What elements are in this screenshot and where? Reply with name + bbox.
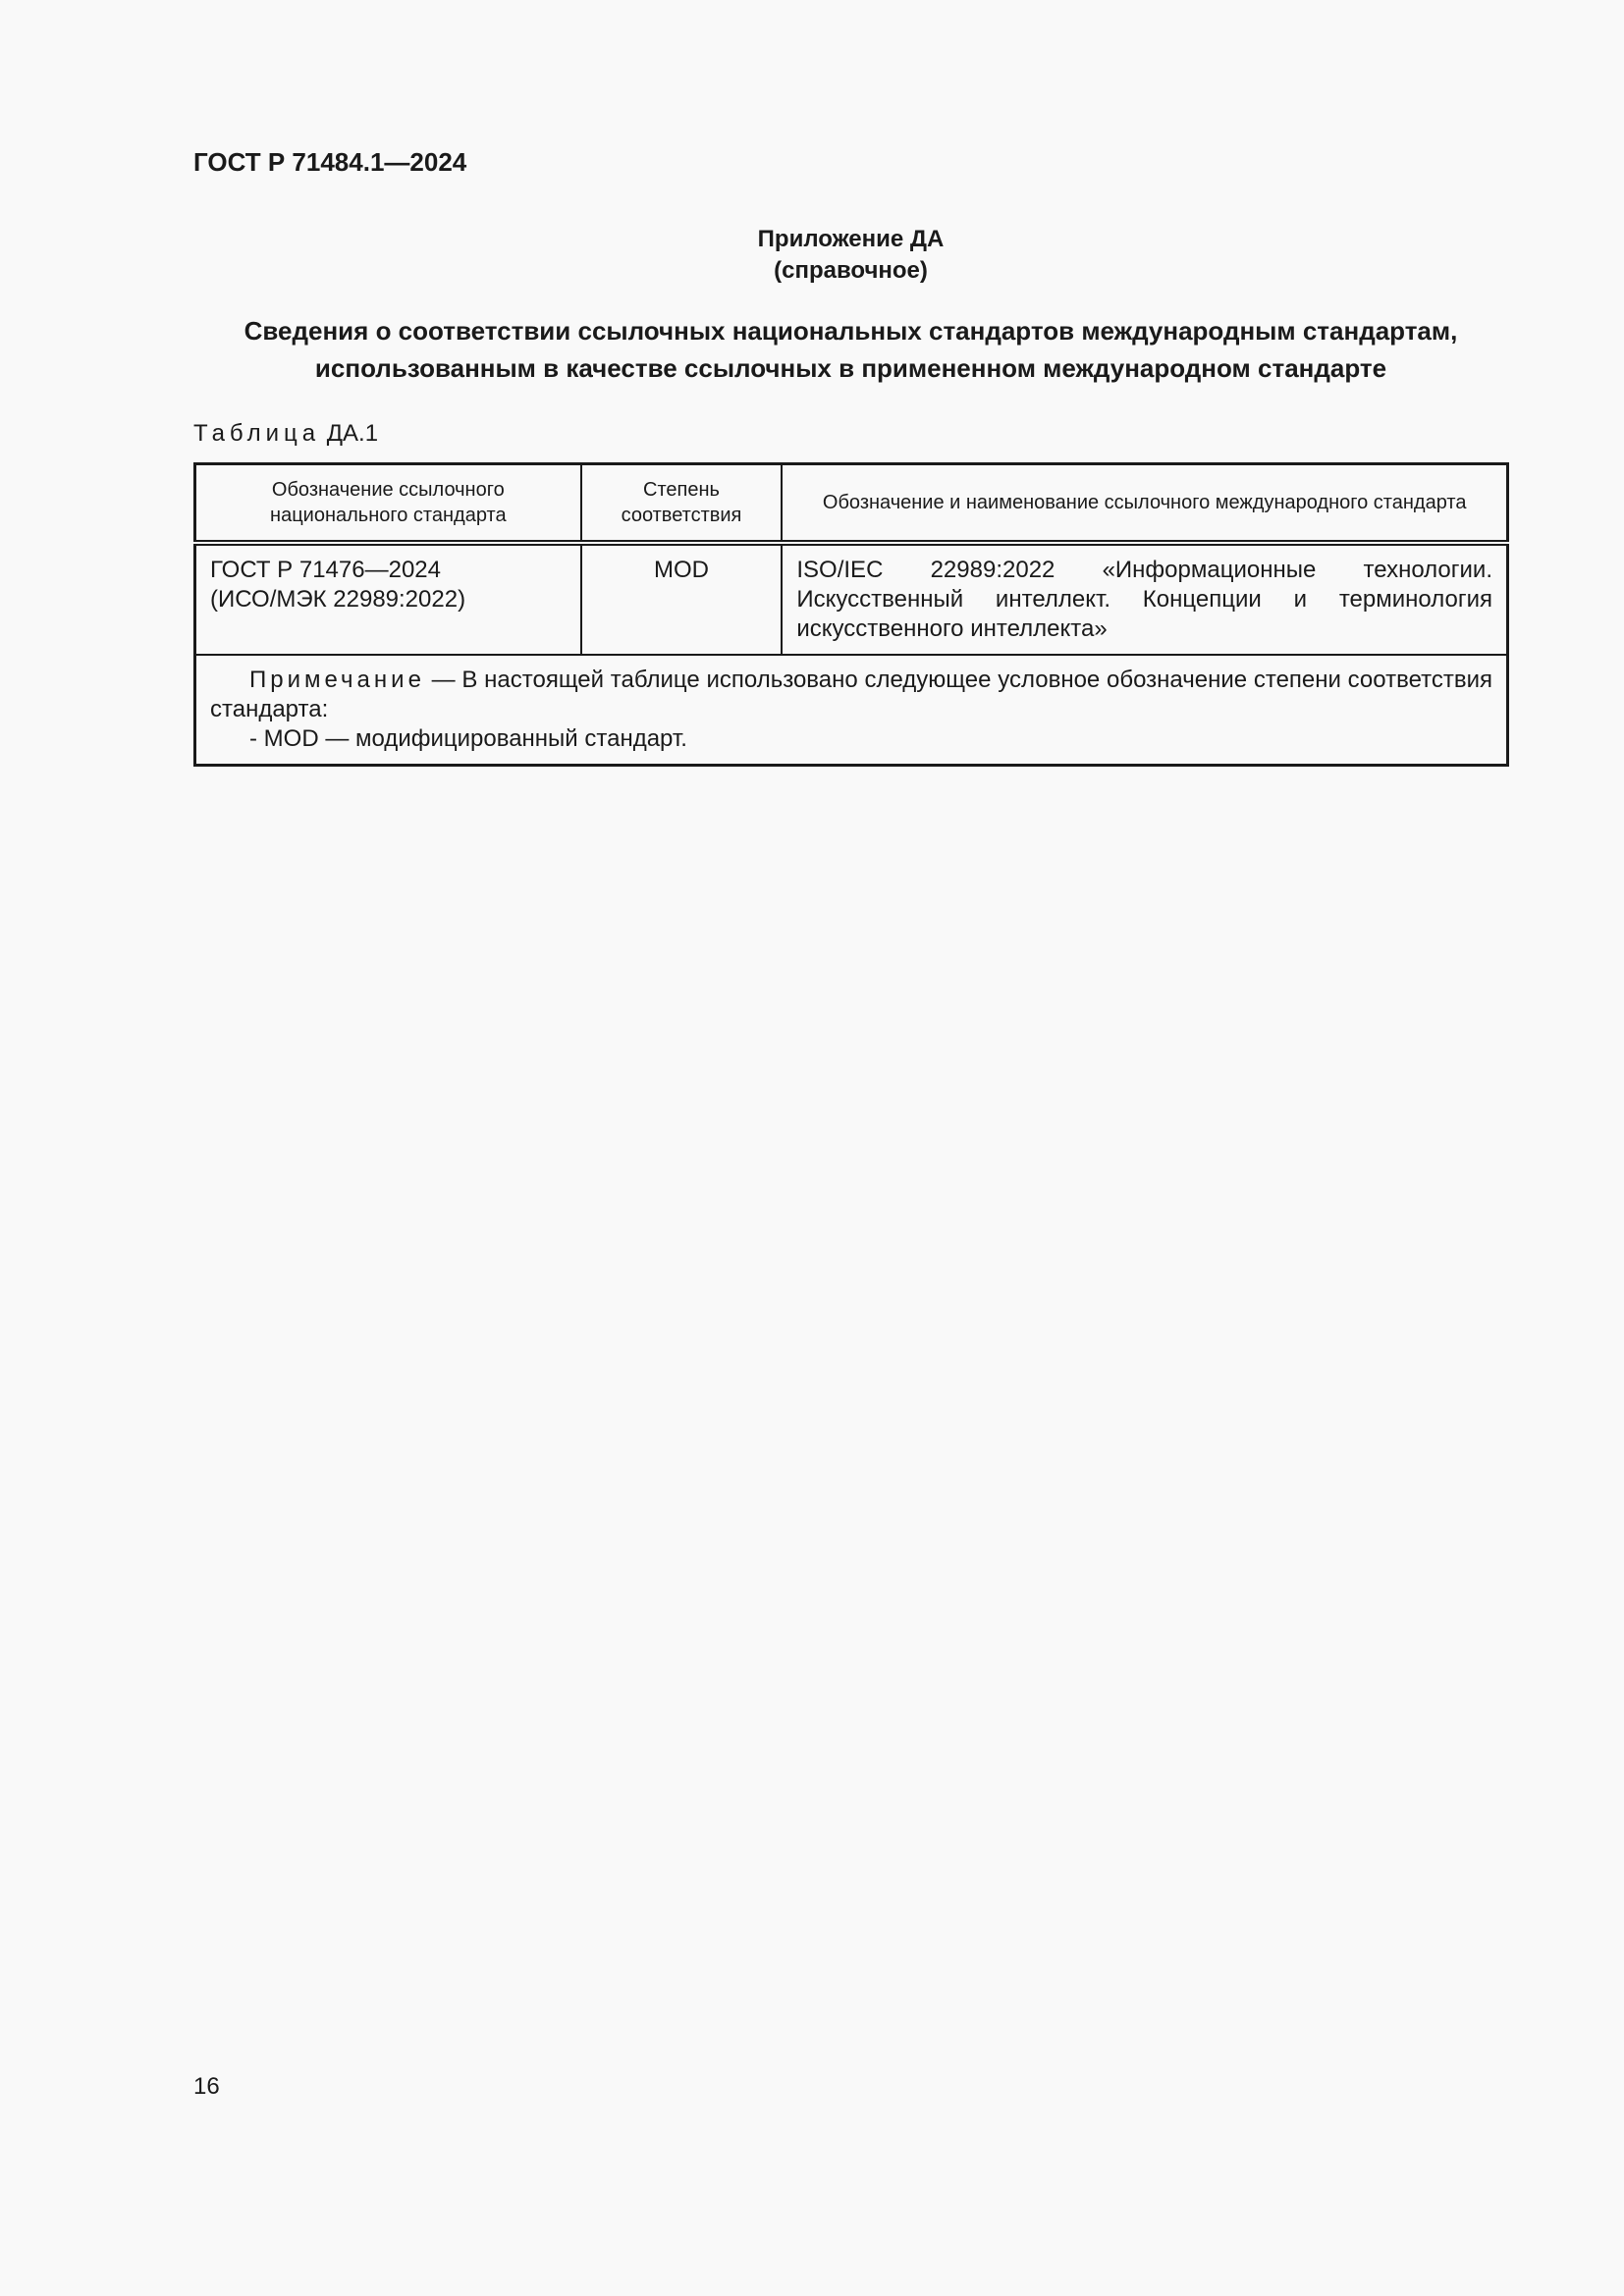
note-text: — В настоящей таблице использовано следующее условное обозначение степени соответствия стандарта:	[210, 667, 1492, 722]
table-note-row	[195, 655, 1508, 766]
section-heading-line-1: Сведения о соответствии ссылочных национальных стандартов международным стандартам,	[244, 316, 1458, 346]
column-header-degree: Степень соответствия	[581, 464, 783, 544]
section-heading-line-2: использованным в качестве ссылочных в примененном международном стандарте	[314, 353, 1387, 383]
table-note	[195, 655, 1508, 766]
table-row	[195, 543, 1508, 655]
cell-international-standard: ISO/IEC 22989:2022 «Информационные технологии. Искусственный интеллект. Концепции и терминология искусственного интеллекта»	[782, 543, 1507, 655]
page-number: 16	[193, 2073, 220, 2100]
note-paragraph	[210, 666, 1492, 724]
note-bullet: - MOD — модифицированный стандарт.	[249, 725, 687, 752]
table-caption	[193, 420, 378, 448]
reference-table	[193, 462, 1509, 767]
table-caption-label: Таблица	[193, 420, 321, 447]
appendix-title: Приложение ДА	[757, 226, 945, 252]
note-label: Примечание	[249, 667, 425, 693]
national-standard-equivalent: (ИСО/МЭК 22989:2022)	[210, 586, 466, 613]
section-heading	[157, 312, 1544, 387]
national-standard-code: ГОСТ Р 71476—2024	[210, 557, 441, 583]
table-header-row	[195, 464, 1508, 544]
table-caption-number: ДА.1	[326, 420, 379, 447]
document-code: ГОСТ Р 71484.1—2024	[193, 147, 467, 177]
appendix-title-block	[0, 224, 1624, 287]
cell-national-standard	[195, 543, 581, 655]
column-header-national-standard: Обозначение ссылочного национального стандарта	[195, 464, 581, 544]
cell-degree: MOD	[581, 543, 783, 655]
column-header-international-standard: Обозначение и наименование ссылочного международного стандарта	[782, 464, 1507, 544]
appendix-subtitle: (справочное)	[774, 257, 928, 284]
